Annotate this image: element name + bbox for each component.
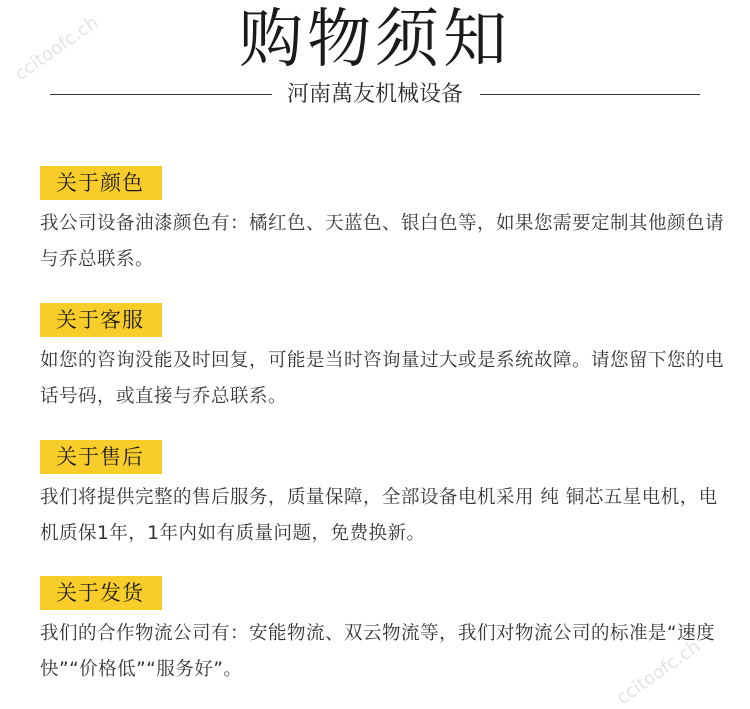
- section-color: [40, 166, 730, 278]
- section-heading-aftersales: 关于售后: [40, 440, 162, 474]
- section-heading-service: 关于客服: [40, 303, 162, 337]
- section-aftersales: [40, 440, 730, 552]
- section-service: [40, 303, 730, 415]
- divider-right: [480, 94, 700, 95]
- subtitle-row: [50, 78, 700, 112]
- section-text-service: 如您的咨询没能及时回复，可能是当时咨询量过大或是系统故障。请您留下您的电话号码，或直接与乔总联系。: [40, 350, 725, 407]
- page-title: 购物须知: [239, 3, 511, 77]
- section-text-color: 我公司设备油漆颜色有：橘红色、天蓝色、银白色等，如果您需要定制其他颜色请与乔总联系。: [40, 213, 725, 270]
- section-text-aftersales: 我们将提供完整的售后服务，质量保障，全部设备电机采用 纯 铜芯五星电机，电机质保1年，1年内如有质量问题，免费换新。: [40, 487, 718, 544]
- watermark-text: ccitoofc.ch: [10, 12, 103, 85]
- section-shipping: [40, 576, 730, 688]
- section-text-shipping: 我们的合作物流公司有：安能物流、双云物流等，我们对物流公司的标准是“速度快”“价格低”“服务好”。: [40, 623, 716, 680]
- watermark-text: ccitoofc.ch: [612, 636, 705, 709]
- section-heading-shipping: 关于发货: [40, 576, 162, 610]
- company-name: 河南萬友机械设备: [286, 82, 463, 107]
- section-heading-color: 关于颜色: [40, 166, 162, 200]
